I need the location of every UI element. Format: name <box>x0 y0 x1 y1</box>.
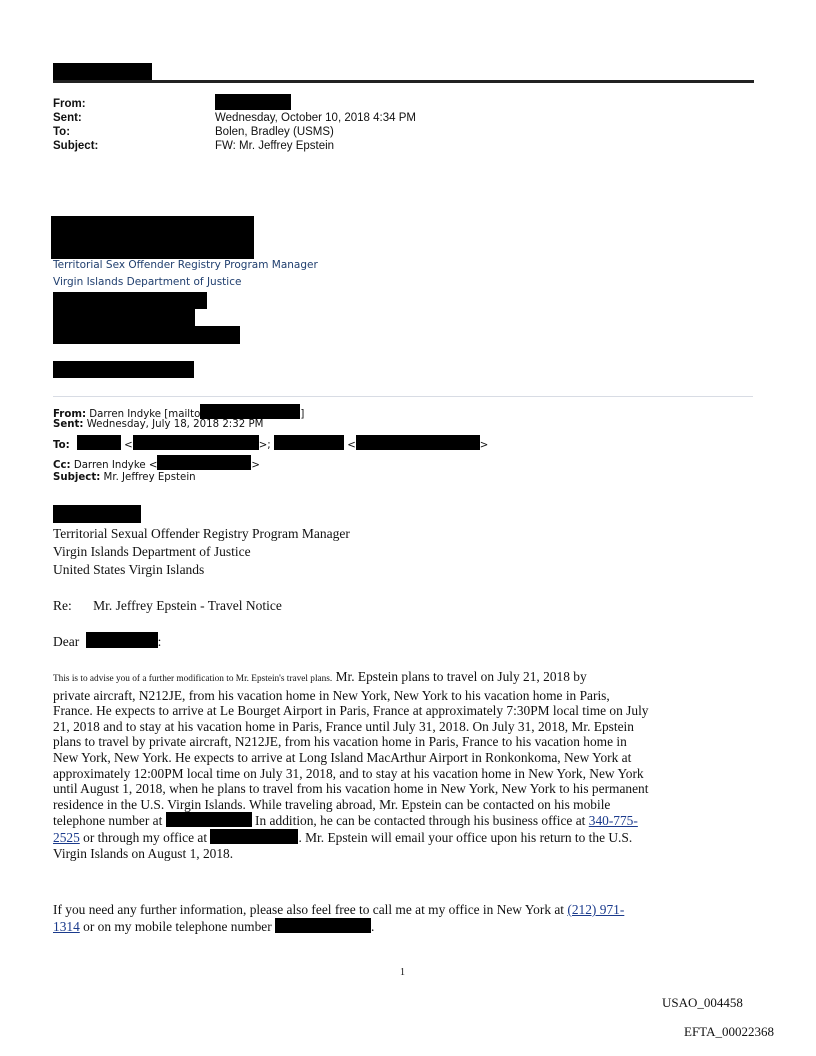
redaction-block <box>133 435 259 450</box>
paragraph-line: plans to travel by private aircraft, N212JE, from his vacation home in Paris, France to his vacation home in <box>53 734 627 750</box>
orig-from-line <box>53 404 304 420</box>
paragraph-line: New York, New York. He expects to arrive at Long Island MacArthur Airport in Ronkonkoma, New York at <box>53 749 632 765</box>
business-phone-link[interactable]: 2525 <box>53 829 80 845</box>
business-phone-link[interactable]: 340-775- <box>588 813 638 829</box>
re-text: Mr. Jeffrey Epstein - Travel Notice <box>93 598 282 613</box>
from-label: From: <box>53 98 86 110</box>
header-rule <box>53 80 754 83</box>
salutation <box>53 632 161 650</box>
bates-efta: EFTA_00022368 <box>684 1024 774 1039</box>
paragraph-line <box>53 812 753 829</box>
orig-subject-value: Mr. Jeffrey Epstein <box>103 472 196 483</box>
paragraph-text: Mr. Epstein plans to travel on July 21, 2018 by <box>332 669 587 684</box>
paragraph-line: approximately 12:00PM local time on July 31, 2018, and to stay at his vacation home in New York, New York <box>53 765 644 781</box>
orig-sent-value: Wednesday, July 18, 2018 2:32 PM <box>86 419 264 430</box>
redaction-block <box>77 435 121 450</box>
signature-department: Virgin Islands Department of Justice <box>53 276 242 288</box>
orig-from-value: Darren Indyke [mailto <box>89 409 201 420</box>
paragraph-line: 21, 2018 and to stay at his vacation home in Paris, France until July 31, 2018. On July 31, 2018, Mr. Epstein <box>53 718 634 734</box>
redaction-block <box>53 309 195 326</box>
redaction-block <box>215 94 291 110</box>
travel-notice-paragraph <box>53 669 753 861</box>
orig-to-sep: < <box>347 440 356 451</box>
paragraph-text: In addition, he can be contacted through his business office at <box>255 813 586 829</box>
re-line <box>53 598 282 614</box>
orig-to-label: To: <box>53 440 70 451</box>
orig-to-sep: < <box>124 440 133 451</box>
redaction-block <box>275 918 371 933</box>
salutation-end: : <box>157 634 162 649</box>
orig-cc-value: Darren Indyke < <box>73 460 158 471</box>
orig-cc-line <box>53 455 260 471</box>
orig-to-line <box>53 435 488 451</box>
sent-value: Wednesday, October 10, 2018 4:34 PM <box>215 112 416 124</box>
signature-title: Territorial Sex Offender Registry Program Manager <box>53 259 318 271</box>
redaction-block <box>53 326 240 344</box>
orig-subject-label: Subject: <box>53 472 101 483</box>
subject-label: Subject: <box>53 140 99 152</box>
redaction-block <box>274 435 344 450</box>
paragraph-text: . Mr. Epstein will email your office upon his return to the U.S. <box>298 829 633 845</box>
to-value: Bolen, Bradley (USMS) <box>215 126 334 138</box>
redaction-block <box>157 455 251 470</box>
addressee-title: Territorial Sexual Offender Registry Program Manager <box>53 526 350 541</box>
paragraph-line <box>53 902 753 918</box>
paragraph-line: France. He expects to arrive at Le Bourget Airport in Paris, France at approximately 7:30PM local time on July <box>53 703 649 719</box>
to-label: To: <box>53 126 71 138</box>
orig-from-end: ] <box>300 409 305 420</box>
paragraph-line: private aircraft, N212JE, from his vacation home in New York, New York to his vacation home in Paris, <box>53 687 610 703</box>
paragraph-text: or through my office at <box>79 829 208 845</box>
orig-from-label: From: <box>53 409 87 420</box>
redaction-block <box>51 216 254 259</box>
paragraph-line <box>53 669 753 688</box>
redaction-block <box>53 292 207 309</box>
paragraph-line <box>53 829 753 846</box>
paragraph-line: residence in the U.S. Virgin Islands. While traveling abroad, Mr. Epstein can be contacted on his mobile <box>53 796 611 812</box>
redaction-block <box>86 632 158 648</box>
redaction-block <box>210 829 298 844</box>
page-number: 1 <box>400 967 405 978</box>
paragraph-text: If you need any further information, please also feel free to call me at my office in New York at <box>53 902 565 917</box>
orig-to-sep: > <box>479 440 489 451</box>
paragraph-intro: This is to advise you of a further modification to Mr. Epstein's travel plans. <box>53 674 333 684</box>
paragraph-text: or on my mobile telephone number <box>79 918 272 934</box>
addressee-location: United States Virgin Islands <box>53 562 205 577</box>
sent-label: Sent: <box>53 112 82 124</box>
office-phone-link[interactable]: (212) 971- <box>567 902 625 917</box>
contact-paragraph <box>53 902 753 934</box>
orig-sent-line <box>53 419 263 430</box>
paragraph-line: Virgin Islands on August 1, 2018. <box>53 845 234 861</box>
paragraph-line <box>53 918 753 935</box>
office-phone-link[interactable]: 1314 <box>53 918 80 934</box>
redaction-block <box>53 361 194 378</box>
salutation-text: Dear <box>53 634 80 649</box>
addressee-department: Virgin Islands Department of Justice <box>53 544 251 559</box>
paragraph-text: telephone number at <box>53 813 163 829</box>
orig-sent-label: Sent: <box>53 419 84 430</box>
paragraph-line: until August 1, 2018, when he plans to travel from his vacation home in New York, New York to his permanent <box>53 781 649 797</box>
subject-value: FW: Mr. Jeffrey Epstein <box>215 140 335 152</box>
message-divider <box>53 396 753 397</box>
redaction-block <box>356 435 480 450</box>
re-label: Re: <box>53 598 72 613</box>
redaction-block <box>200 404 300 419</box>
orig-to-sep: >; <box>258 440 271 451</box>
redaction-block <box>53 505 141 523</box>
orig-subject-line <box>53 472 196 483</box>
paragraph-text: . <box>371 918 375 934</box>
redaction-block <box>166 812 252 827</box>
orig-cc-label: Cc: <box>53 460 71 471</box>
bates-usao: USAO_004458 <box>662 995 743 1010</box>
orig-cc-end: > <box>251 460 260 471</box>
